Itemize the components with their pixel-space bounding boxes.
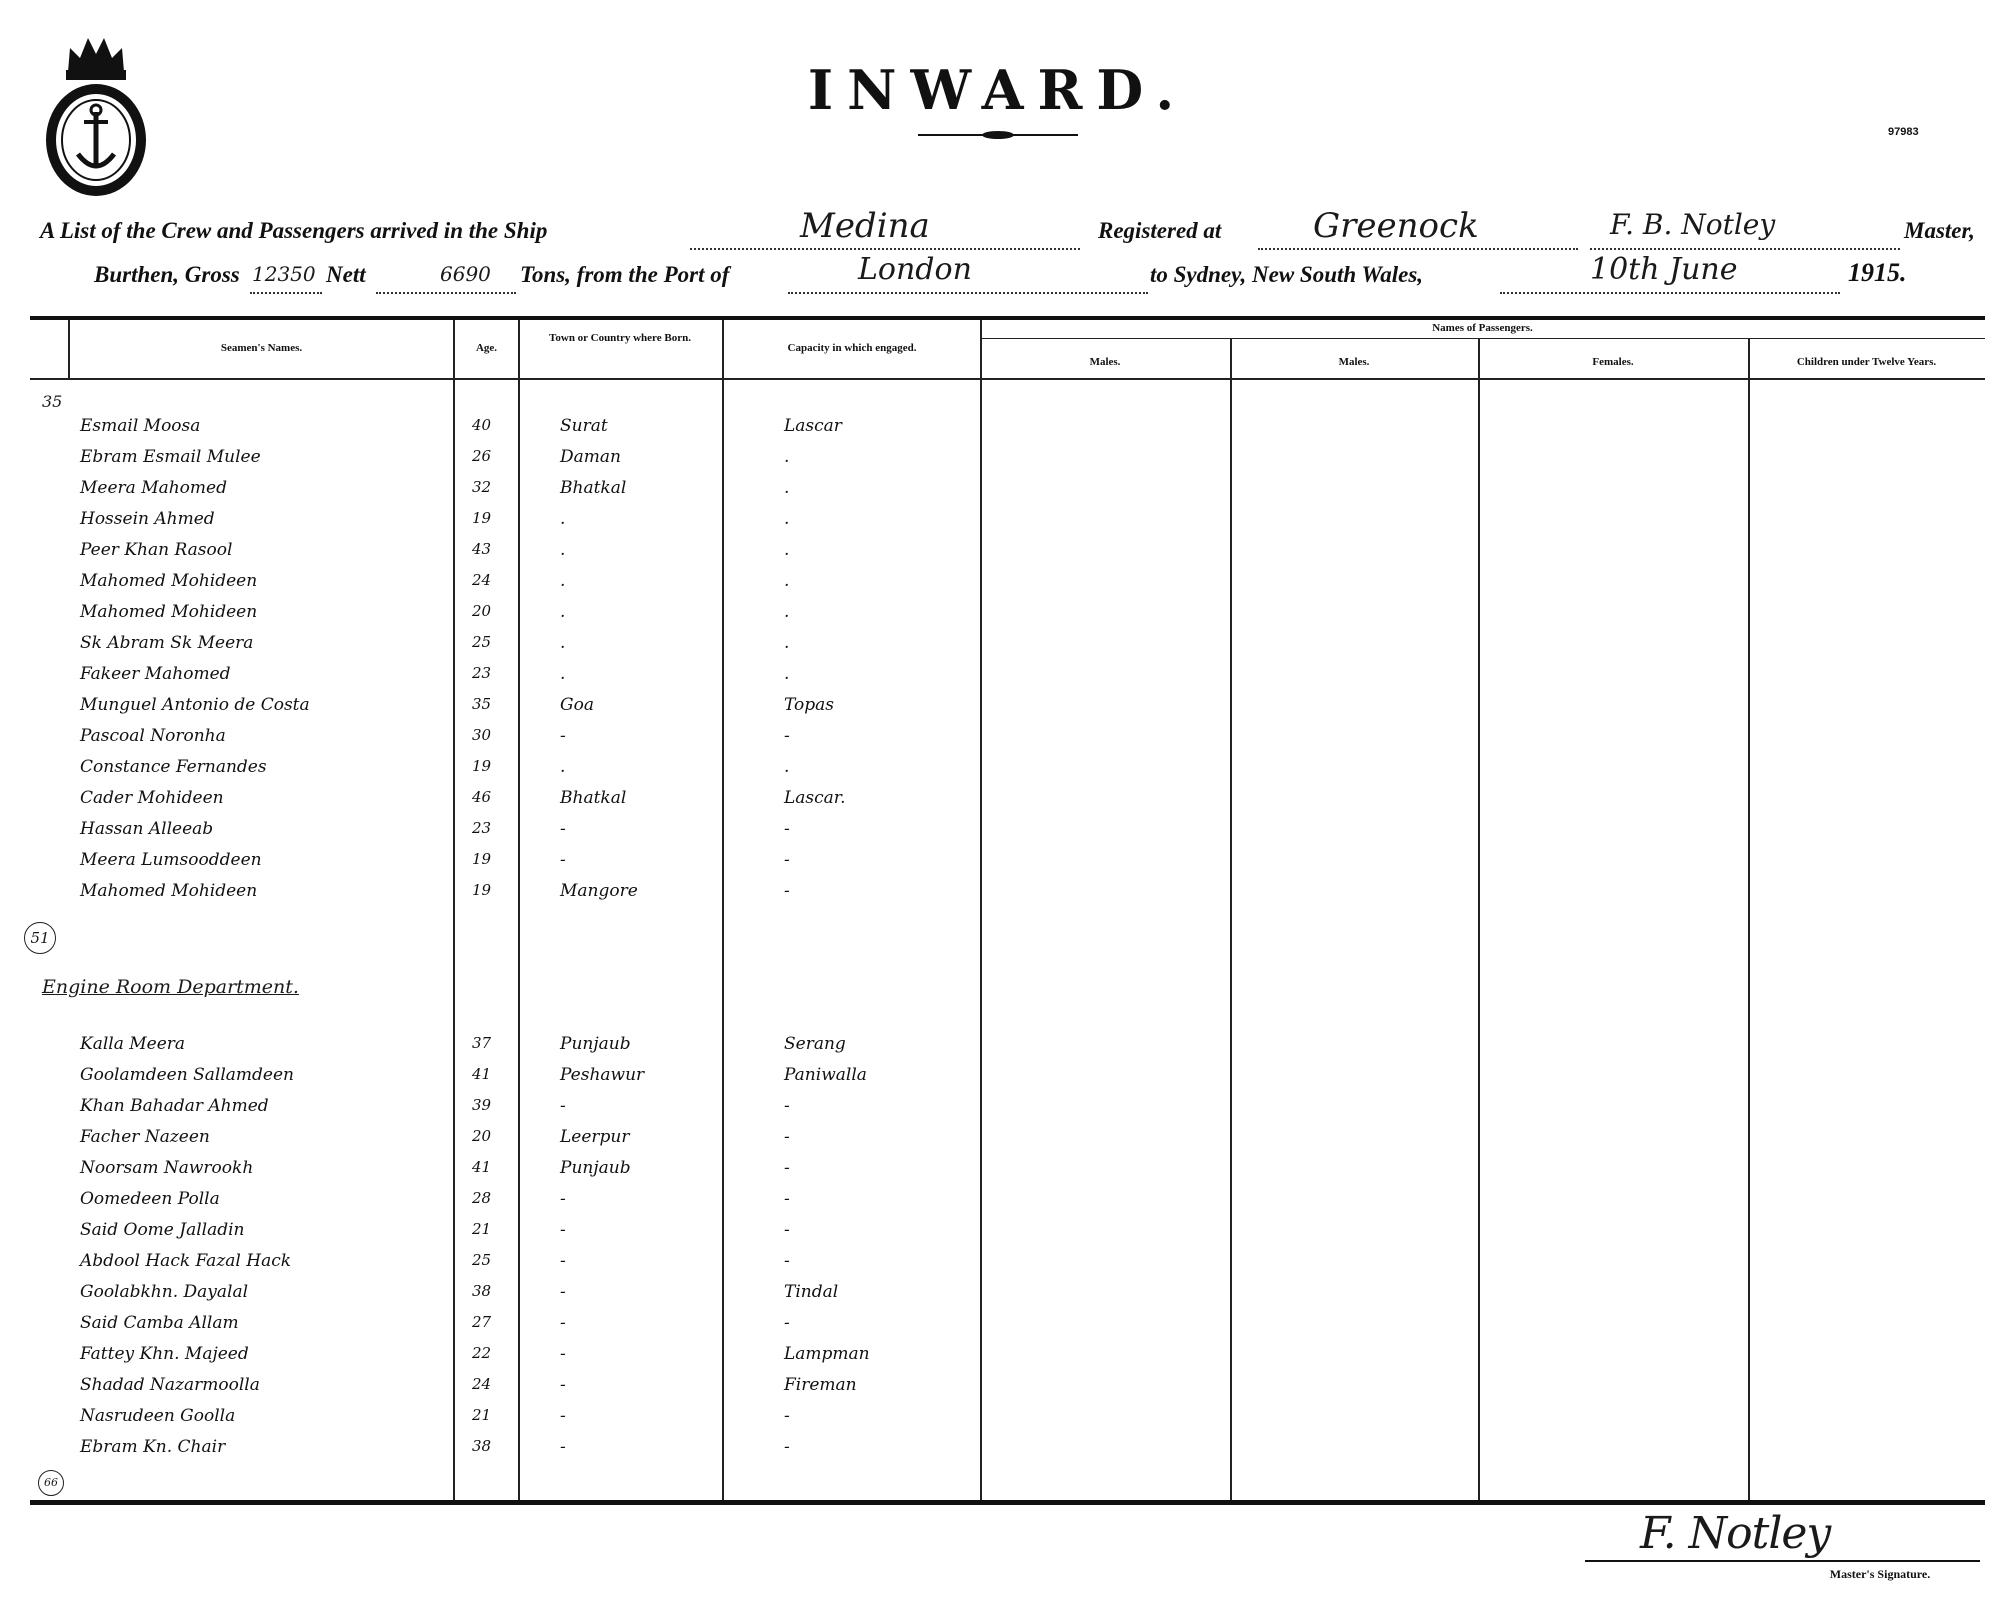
crew-capacity: - — [784, 819, 790, 839]
table-row — [0, 509, 1996, 539]
crew-birthplace: Punjaub — [560, 1034, 631, 1054]
crew-birthplace: - — [560, 1282, 566, 1302]
master-label: Master, — [1904, 218, 1975, 243]
table-row — [0, 571, 1996, 601]
signature-line — [1585, 1560, 1980, 1562]
crew-age: 19 — [472, 509, 492, 527]
table-row — [0, 478, 1996, 508]
crew-birthplace: . — [560, 602, 566, 622]
section-heading: Engine Room Department. — [42, 976, 299, 998]
table-row — [0, 1158, 1996, 1188]
crew-capacity: - — [784, 726, 790, 746]
crew-name: Shadad Nazarmoolla — [80, 1375, 260, 1395]
crew-name: Mahomed Mohideen — [80, 571, 258, 591]
crew-capacity: . — [784, 509, 790, 529]
crew-birthplace: Daman — [560, 447, 621, 467]
document-title: INWARD. — [807, 58, 1189, 122]
crew-name: Constance Fernandes — [80, 757, 267, 777]
table-row — [0, 881, 1996, 911]
registered-label: Registered at — [1098, 218, 1222, 243]
header-bottom-rule — [30, 378, 1985, 380]
crew-capacity: - — [784, 881, 790, 901]
crew-age: 24 — [472, 1375, 492, 1393]
crew-age: 35 — [472, 695, 492, 713]
col-header-passengers: Names of Passengers. — [1432, 322, 1533, 334]
crew-age: 46 — [472, 788, 492, 806]
arrival-year: 1915. — [1848, 258, 1907, 287]
crew-capacity: Lascar. — [784, 788, 846, 808]
table-row — [0, 602, 1996, 632]
nett-label: Nett — [326, 262, 366, 287]
master-signature: F. Notley — [1640, 1508, 1831, 1559]
crew-birthplace: - — [560, 850, 566, 870]
crew-birthplace: - — [560, 1344, 566, 1364]
crew-name: Meera Lumsooddeen — [80, 850, 262, 870]
table-bottom-rule — [30, 1500, 1985, 1505]
crew-age: 21 — [472, 1220, 492, 1238]
crew-birthplace: - — [560, 819, 566, 839]
crew-birthplace: - — [560, 1096, 566, 1116]
crew-birthplace: Mangore — [560, 881, 638, 901]
gross-field — [250, 262, 322, 294]
crew-name: Hassan Alleeab — [80, 819, 214, 839]
crew-birthplace: - — [560, 1406, 566, 1426]
col-header-capacity: Capacity in which engaged. — [787, 342, 917, 354]
crew-name: Goolabkhn. Dayalal — [80, 1282, 249, 1302]
table-row — [0, 1344, 1996, 1374]
table-row — [0, 1375, 1996, 1405]
ship-name-field — [690, 206, 1080, 250]
registered-port: Greenock — [1313, 206, 1479, 246]
table-row — [0, 1437, 1996, 1467]
table-row — [0, 819, 1996, 849]
col-header-town: Town or Country where Born. — [549, 332, 691, 344]
crew-capacity: . — [784, 478, 790, 498]
crew-birthplace: Leerpur — [560, 1127, 630, 1147]
crew-age: 39 — [472, 1096, 492, 1114]
crew-age: 28 — [472, 1189, 492, 1207]
table-row — [0, 1096, 1996, 1126]
crew-birthplace: - — [560, 1220, 566, 1240]
crew-age: 25 — [472, 633, 492, 651]
table-row — [0, 788, 1996, 818]
crew-birthplace: - — [560, 1313, 566, 1333]
crew-birthplace: - — [560, 726, 566, 746]
crew-capacity: - — [784, 1158, 790, 1178]
crew-name: Khan Bahadar Ahmed — [80, 1096, 269, 1116]
crew-name: Fakeer Mahomed — [80, 664, 231, 684]
crew-birthplace: Bhatkal — [560, 478, 627, 498]
crew-age: 26 — [472, 447, 492, 465]
col-header-females: Females. — [1592, 356, 1634, 368]
table-row — [0, 447, 1996, 477]
date-field — [1500, 252, 1840, 294]
crew-birthplace: . — [560, 757, 566, 777]
crew-capacity: . — [784, 447, 790, 467]
crew-age: 20 — [472, 1127, 492, 1145]
crew-birthplace: - — [560, 1251, 566, 1271]
crew-name: Pascoal Noronha — [80, 726, 226, 746]
crew-age: 37 — [472, 1034, 492, 1052]
crew-name: Munguel Antonio de Costa — [80, 695, 310, 715]
crew-name: Peer Khan Rasool — [80, 540, 233, 560]
crew-birthplace: - — [560, 1437, 566, 1457]
crew-name: Mahomed Mohideen — [80, 881, 258, 901]
crew-birthplace: . — [560, 571, 566, 591]
registered-port-field — [1258, 206, 1578, 250]
crew-capacity: - — [784, 850, 790, 870]
crew-name: Goolamdeen Sallamdeen — [80, 1065, 294, 1085]
table-row — [0, 726, 1996, 756]
title-ornament — [918, 130, 1078, 140]
port-field — [788, 252, 1148, 294]
crew-name: Abdool Hack Fazal Hack — [80, 1251, 292, 1271]
master-name-field — [1590, 208, 1900, 250]
crew-age: 22 — [472, 1344, 492, 1362]
master-name: F. B. Notley — [1610, 208, 1776, 241]
crew-birthplace: Goa — [560, 695, 594, 715]
crew-name: Meera Mahomed — [80, 478, 227, 498]
ship-name: Medina — [800, 206, 930, 246]
crew-birthplace: Surat — [560, 416, 608, 436]
crew-capacity: - — [784, 1127, 790, 1147]
crew-capacity: Tindal — [784, 1282, 839, 1302]
table-row — [0, 757, 1996, 787]
crew-capacity: - — [784, 1313, 790, 1333]
crew-name: Esmail Moosa — [80, 416, 201, 436]
table-row — [0, 1251, 1996, 1281]
table-top-rule — [30, 316, 1985, 320]
crew-birthplace: Bhatkal — [560, 788, 627, 808]
crew-capacity: - — [784, 1096, 790, 1116]
col-header-males: Males. — [1338, 356, 1370, 368]
crew-age: 30 — [472, 726, 492, 744]
crew-capacity: Topas — [784, 695, 834, 715]
table-row — [0, 1313, 1996, 1343]
margin-count-end: 66 — [38, 1470, 64, 1496]
crew-age: 27 — [472, 1313, 492, 1331]
crew-capacity: . — [784, 757, 790, 777]
crew-name: Hossein Ahmed — [80, 509, 215, 529]
crew-age: 38 — [472, 1437, 492, 1455]
crew-name: Kalla Meera — [80, 1034, 186, 1054]
crew-capacity: - — [784, 1220, 790, 1240]
crew-name: Oomedeen Polla — [80, 1189, 220, 1209]
gross-tons: 12350 — [252, 262, 316, 286]
crew-capacity: - — [784, 1437, 790, 1457]
crew-capacity: Lascar — [784, 416, 842, 436]
table-row — [0, 633, 1996, 663]
crew-age: 19 — [472, 881, 492, 899]
crew-age: 25 — [472, 1251, 492, 1269]
crew-name: Said Oome Jalladin — [80, 1220, 245, 1240]
crew-age: 41 — [472, 1158, 492, 1176]
reference-number: 97983 — [1888, 126, 1919, 138]
crew-age: 40 — [472, 416, 492, 434]
margin-count-start: 35 — [42, 392, 63, 411]
crew-birthplace: Peshawur — [560, 1065, 645, 1085]
crew-capacity: . — [784, 633, 790, 653]
table-row — [0, 664, 1996, 694]
crew-name: Ebram Esmail Mulee — [80, 447, 261, 467]
table-row — [0, 1406, 1996, 1436]
crew-birthplace: . — [560, 633, 566, 653]
crew-capacity: . — [784, 602, 790, 622]
tons-port-label: Tons, from the Port of — [520, 262, 730, 287]
crew-capacity: Serang — [784, 1034, 846, 1054]
crew-birthplace: . — [560, 509, 566, 529]
table-row — [0, 1189, 1996, 1219]
crew-name: Ebram Kn. Chair — [80, 1437, 226, 1457]
crew-capacity: . — [784, 664, 790, 684]
crew-capacity: Paniwalla — [784, 1065, 867, 1085]
list-intro-label: A List of the Crew and Passengers arrived in the Ship — [40, 218, 548, 243]
crew-name: Noorsam Nawrookh — [80, 1158, 254, 1178]
col-header-children: Children under Twelve Years. — [1796, 356, 1937, 368]
crew-capacity: . — [784, 540, 790, 560]
arrival-date: 10th June — [1590, 252, 1738, 287]
table-row — [0, 1220, 1996, 1250]
passenger-header-rule — [980, 338, 1985, 339]
table-row — [0, 1127, 1996, 1157]
crew-age: 20 — [472, 602, 492, 620]
crew-name: Sk Abram Sk Meera — [80, 633, 254, 653]
crew-capacity: . — [784, 571, 790, 591]
crew-age: 21 — [472, 1406, 492, 1424]
crew-name: Fattey Khn. Majeed — [80, 1344, 249, 1364]
table-row — [0, 1034, 1996, 1064]
departure-port: London — [858, 252, 972, 287]
burthen-label: Burthen, Gross — [94, 262, 240, 287]
crew-name: Cader Mohideen — [80, 788, 224, 808]
crew-name: Nasrudeen Goolla — [80, 1406, 236, 1426]
crew-name: Facher Nazeen — [80, 1127, 210, 1147]
crew-birthplace: - — [560, 1189, 566, 1209]
crew-birthplace: Punjaub — [560, 1158, 631, 1178]
table-row — [0, 850, 1996, 880]
crew-capacity: Lampman — [784, 1344, 870, 1364]
destination-label: to Sydney, New South Wales, — [1150, 262, 1424, 287]
nett-tons: 6690 — [440, 262, 491, 286]
table-row — [0, 1065, 1996, 1095]
col-header-males: Males. — [1089, 356, 1121, 368]
crew-capacity: - — [784, 1189, 790, 1209]
crew-age: 24 — [472, 571, 492, 589]
col-header-names: Seamen's Names. — [220, 342, 303, 354]
crew-name: Mahomed Mohideen — [80, 602, 258, 622]
crew-age: 32 — [472, 478, 492, 496]
crew-birthplace: - — [560, 1375, 566, 1395]
table-row — [0, 695, 1996, 725]
table-row — [0, 540, 1996, 570]
crew-birthplace: . — [560, 664, 566, 684]
margin-count-mid: 51 — [24, 922, 56, 954]
crew-capacity: - — [784, 1406, 790, 1426]
crew-age: 41 — [472, 1065, 492, 1083]
nett-field — [376, 262, 516, 294]
crew-age: 19 — [472, 757, 492, 775]
col-header-age: Age. — [475, 342, 498, 354]
crew-capacity: Fireman — [784, 1375, 857, 1395]
crew-birthplace: . — [560, 540, 566, 560]
crew-age: 23 — [472, 664, 492, 682]
crew-name: Said Camba Allam — [80, 1313, 239, 1333]
table-row — [0, 416, 1996, 446]
crew-age: 19 — [472, 850, 492, 868]
signature-label: Master's Signature. — [1829, 1567, 1931, 1581]
crew-age: 23 — [472, 819, 492, 837]
table-row — [0, 1282, 1996, 1312]
crew-age: 43 — [472, 540, 492, 558]
crew-age: 38 — [472, 1282, 492, 1300]
crew-capacity: - — [784, 1251, 790, 1271]
